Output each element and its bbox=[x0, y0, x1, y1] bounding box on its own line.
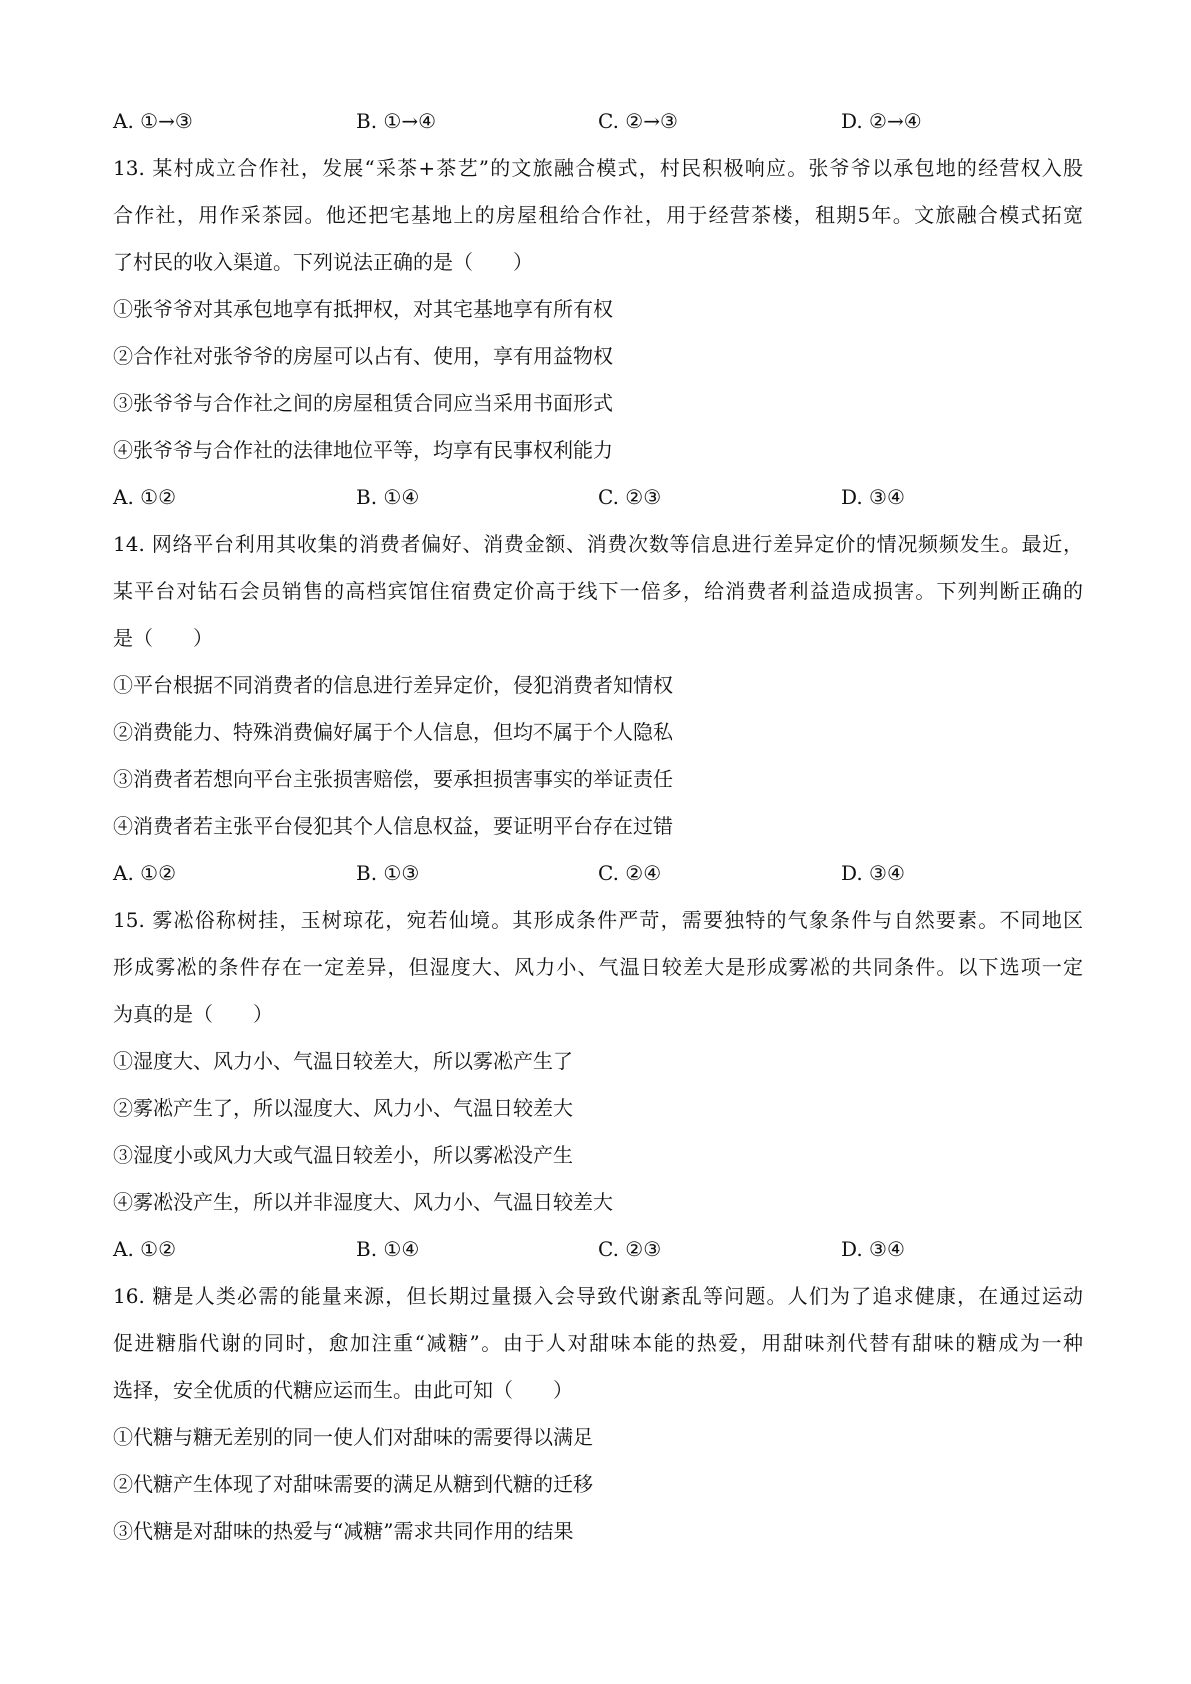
q14-options bbox=[113, 850, 1083, 897]
q15-statement-4: ④雾凇没产生，所以并非湿度大、风力小、气温日较差大 bbox=[113, 1190, 613, 1214]
q15-option-b: B. ①④ bbox=[356, 1237, 420, 1261]
q13-option-a: A. ①② bbox=[113, 485, 177, 509]
q14-option-a: A. ①② bbox=[113, 861, 177, 885]
q13-option-c: C. ②③ bbox=[598, 485, 662, 509]
q12-options bbox=[113, 98, 1083, 145]
q15-option-c: C. ②③ bbox=[598, 1237, 662, 1261]
q12-option-c: C. ②→③ bbox=[598, 109, 678, 133]
q15-statement-3: ③湿度小或风力大或气温日较差小，所以雾凇没产生 bbox=[113, 1143, 573, 1167]
q13-stem-line: 了村民的收入渠道。下列说法正确的是（ ） bbox=[113, 250, 533, 274]
q12-option-a: A. ①→③ bbox=[113, 109, 193, 133]
exam-content bbox=[113, 98, 1083, 1555]
q16-statement-2: ②代糖产生体现了对甜味需要的满足从糖到代糖的迁移 bbox=[113, 1472, 593, 1496]
q14-statement-3: ③消费者若想向平台主张损害赔偿，要承担损害事实的举证责任 bbox=[113, 767, 673, 791]
q13-statement-4: ④张爷爷与合作社的法律地位平等，均享有民事权利能力 bbox=[113, 438, 613, 462]
question-15 bbox=[113, 897, 1083, 1273]
q14-option-d: D. ③④ bbox=[841, 861, 905, 885]
question-16 bbox=[113, 1273, 1083, 1555]
q15-statement-1: ①湿度大、风力小、气温日较差大，所以雾凇产生了 bbox=[113, 1049, 573, 1073]
q15-stem-line: 15. 雾凇俗称树挂，玉树琼花，宛若仙境。其形成条件严苛，需要独特的气象条件与自然要素。不同地区 bbox=[113, 908, 1083, 932]
q14-stem-line: 是（ ） bbox=[113, 626, 213, 650]
q15-options bbox=[113, 1226, 1083, 1273]
q16-statement-3: ③代糖是对甜味的热爱与“减糖”需求共同作用的结果 bbox=[113, 1519, 574, 1543]
q14-stem-line: 14. 网络平台利用其收集的消费者偏好、消费金额、消费次数等信息进行差异定价的情况频频发生。最近， bbox=[113, 532, 1083, 556]
q14-statement-1: ①平台根据不同消费者的信息进行差异定价，侵犯消费者知情权 bbox=[113, 673, 673, 697]
q13-option-b: B. ①④ bbox=[356, 485, 420, 509]
q14-statement-4: ④消费者若主张平台侵犯其个人信息权益，要证明平台存在过错 bbox=[113, 814, 673, 838]
q14-stem-line: 某平台对钻石会员销售的高档宾馆住宿费定价高于线下一倍多，给消费者利益造成损害。下列判断正确的 bbox=[113, 579, 1083, 603]
q13-statement-2: ②合作社对张爷爷的房屋可以占有、使用，享有用益物权 bbox=[113, 344, 613, 368]
q15-option-a: A. ①② bbox=[113, 1237, 177, 1261]
q12-option-b: B. ①→④ bbox=[356, 109, 437, 133]
q16-stem-line: 16. 糖是人类必需的能量来源，但长期过量摄入会导致代谢紊乱等问题。人们为了追求健康，在通过运动 bbox=[113, 1284, 1083, 1308]
q14-option-b: B. ①③ bbox=[356, 861, 420, 885]
q13-stem-line: 合作社，用作采茶园。他还把宅基地上的房屋租给合作社，用于经营茶楼，租期5年。文旅融合模式拓宽 bbox=[113, 203, 1083, 227]
q16-stem-line: 促进糖脂代谢的同时，愈加注重“减糖”。由于人对甜味本能的热爱，用甜味剂代替有甜味的糖成为一种 bbox=[113, 1331, 1083, 1355]
question-14 bbox=[113, 521, 1083, 897]
q13-statement-1: ①张爷爷对其承包地享有抵押权，对其宅基地享有所有权 bbox=[113, 297, 613, 321]
q13-options bbox=[113, 474, 1083, 521]
q15-option-d: D. ③④ bbox=[841, 1237, 905, 1261]
q14-option-c: C. ②④ bbox=[598, 861, 662, 885]
q13-statement-3: ③张爷爷与合作社之间的房屋租赁合同应当采用书面形式 bbox=[113, 391, 613, 415]
question-13 bbox=[113, 145, 1083, 521]
q12-option-d: D. ②→④ bbox=[841, 109, 922, 133]
q16-statement-1: ①代糖与糖无差别的同一使人们对甜味的需要得以满足 bbox=[113, 1425, 593, 1449]
q16-stem-line: 选择，安全优质的代糖应运而生。由此可知（ ） bbox=[113, 1378, 573, 1402]
q15-stem-line: 形成雾凇的条件存在一定差异，但湿度大、风力小、气温日较差大是形成雾凇的共同条件。以下选项一定 bbox=[113, 955, 1083, 979]
q15-statement-2: ②雾凇产生了，所以湿度大、风力小、气温日较差大 bbox=[113, 1096, 573, 1120]
q14-statement-2: ②消费能力、特殊消费偏好属于个人信息，但均不属于个人隐私 bbox=[113, 720, 673, 744]
q15-stem-line: 为真的是（ ） bbox=[113, 1002, 273, 1026]
q13-stem-line: 13. 某村成立合作社，发展“采茶+茶艺”的文旅融合模式，村民积极响应。张爷爷以承包地的经营权入股 bbox=[113, 156, 1083, 180]
q13-option-d: D. ③④ bbox=[841, 485, 905, 509]
